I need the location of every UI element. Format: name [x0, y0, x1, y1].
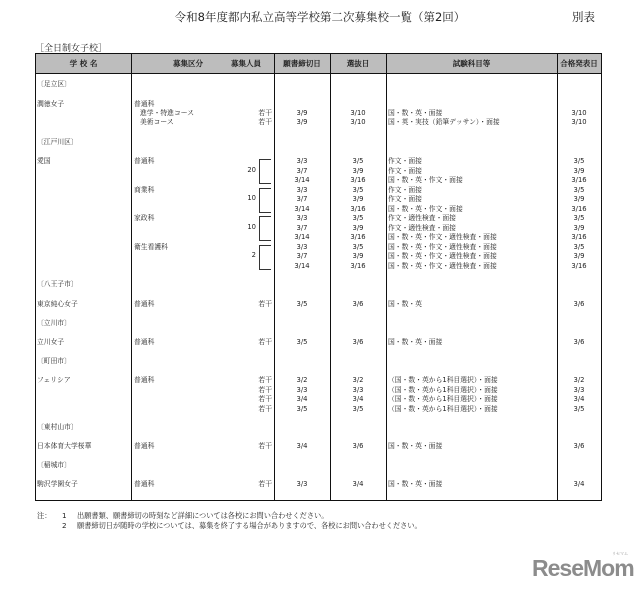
header-result: 合格発表日 [557, 54, 601, 74]
header-category-count [131, 54, 274, 74]
header-exam-date: 選抜日 [330, 54, 386, 74]
result-date: 3/6 [573, 338, 585, 346]
note-text: 出願書類、願書締切の時刻など詳細については各校にお問い合わせください。 [77, 511, 329, 520]
deadline: 3/14 [294, 233, 310, 241]
subjects: 国・数・英・面接 [388, 480, 443, 488]
group-bracket [259, 216, 271, 241]
exam-date: 3/10 [350, 109, 366, 117]
deadline: 3/5 [296, 338, 308, 346]
header-category: 募集区分 [173, 59, 203, 68]
subjects: 作文・適性検査・面接 [388, 223, 456, 232]
result-date: 3/9 [573, 223, 585, 232]
deadline: 3/7 [296, 223, 308, 232]
subjects: 作文・適性検査・面接 [388, 214, 456, 222]
result-date: 3/2 [573, 376, 585, 384]
exam-date: 3/5 [352, 157, 364, 165]
result-date: 3/10 [571, 118, 587, 126]
deadline: 3/7 [296, 195, 308, 203]
result-date: 3/16 [571, 233, 587, 241]
exam-date: 3/9 [352, 195, 364, 203]
result-date: 3/9 [573, 195, 585, 203]
category: 普通科 [134, 300, 155, 308]
subjects: 国・数・英・作文・適性検査・面接 [388, 233, 497, 241]
district-label: 〔足立区〕 [37, 80, 71, 88]
group-count: 10 [247, 222, 256, 231]
category: 普通科 [134, 480, 155, 488]
deadline: 3/3 [296, 214, 308, 222]
recruit-count: 若干 [258, 480, 272, 488]
district-label: 〔八王子市〕 [37, 280, 78, 288]
school-name: 駒沢学園女子 [37, 480, 78, 488]
deadline: 3/7 [296, 166, 308, 175]
subjects: 国・数・英 [388, 300, 422, 308]
exam-date: 3/6 [352, 300, 364, 308]
note-number: 2 [62, 521, 67, 530]
column-divider [386, 54, 387, 500]
result-date: 3/3 [573, 385, 585, 394]
district-label: 〔稲城市〕 [37, 461, 71, 469]
category: 商業科 [134, 185, 155, 194]
subjects: 作文・面接 [388, 157, 422, 165]
group-count: 10 [247, 194, 256, 202]
subjects: （国・数・英から1科目選択）・面接 [388, 404, 498, 413]
result-date: 3/16 [571, 176, 587, 184]
course: 進学・特進コース [140, 109, 195, 117]
result-date: 3/5 [573, 185, 585, 194]
subjects: 国・数・英・作文・適性検査・面接 [388, 252, 497, 260]
deadline: 3/5 [296, 300, 308, 308]
resemom-logo: ReseMom [532, 555, 634, 581]
exam-date: 3/6 [352, 442, 364, 450]
district-label: 〔江戸川区〕 [37, 138, 78, 146]
district-label: 〔立川市〕 [37, 319, 71, 327]
recruit-count: 若干 [258, 385, 272, 394]
subjects: 国・英・実技（鉛筆デッサン）・面接 [388, 118, 500, 126]
group-bracket [259, 245, 271, 270]
school-name: 東京純心女子 [37, 300, 78, 308]
subjects: 国・数・英・作文・適性検査・面接 [388, 242, 497, 251]
section-label: ［全日制女子校］ [35, 44, 108, 54]
category: 家政科 [134, 214, 155, 222]
exam-date: 3/16 [350, 261, 366, 270]
appendix-label: 別表 [572, 10, 595, 24]
deadline: 3/9 [296, 109, 308, 117]
note-label: 注： [37, 511, 52, 520]
deadline: 3/14 [294, 261, 310, 270]
group-bracket [259, 159, 271, 184]
result-date: 3/5 [573, 404, 585, 413]
header-subjects: 試験科目等 [386, 54, 557, 74]
exam-date: 3/9 [352, 223, 364, 232]
logo-kana: リセマム [612, 551, 628, 556]
header-deadline: 願書締切日 [274, 54, 330, 74]
deadline: 3/3 [296, 242, 308, 251]
result-date: 3/9 [573, 166, 585, 175]
note-text: 願書締切日が随時の学校については、募集を終了する場合がありますので、各校にお問い合わせください。 [77, 521, 422, 530]
result-date: 3/9 [573, 252, 585, 260]
group-count: 2 [251, 251, 256, 259]
district-label: 〔東村山市〕 [37, 423, 78, 431]
subjects: （国・数・英から1科目選択）・面接 [388, 376, 498, 384]
recruit-count: 若干 [258, 404, 272, 413]
result-date: 3/5 [573, 242, 585, 251]
subjects: 国・数・英・作文・適性検査・面接 [388, 261, 497, 270]
exam-date: 3/10 [350, 118, 366, 126]
result-date: 3/4 [573, 395, 585, 403]
result-date: 3/10 [571, 109, 587, 117]
district-label: 〔町田市〕 [37, 357, 71, 365]
document-title: 令和8年度都内私立高等学校第二次募集校一覧（第2回） [174, 10, 466, 24]
subjects: （国・数・英から1科目選択）・面接 [388, 385, 498, 394]
subjects: 作文・面接 [388, 185, 422, 194]
exam-date: 3/5 [352, 185, 364, 194]
category: 普通科 [134, 442, 155, 450]
deadline: 3/14 [294, 176, 310, 184]
note-1 [37, 511, 329, 521]
exam-date: 3/9 [352, 166, 364, 175]
exam-date: 3/16 [350, 233, 366, 241]
exam-date: 3/9 [352, 252, 364, 260]
course: 美術コース [140, 118, 174, 126]
subjects: 国・数・英・作文・面接 [388, 176, 463, 184]
result-date: 3/16 [571, 204, 587, 213]
deadline: 3/2 [296, 376, 308, 384]
exam-date: 3/5 [352, 242, 364, 251]
result-date: 3/5 [573, 214, 585, 222]
recruit-count: 若干 [258, 395, 272, 403]
exam-date: 3/4 [352, 395, 364, 403]
school-name: 日本体育大学桜華 [37, 442, 92, 450]
note-number: 1 [62, 511, 67, 520]
deadline: 3/4 [296, 442, 308, 450]
exam-date: 3/3 [352, 385, 364, 394]
subjects: 作文・面接 [388, 166, 422, 175]
category: 普通科 [134, 157, 155, 165]
exam-date: 3/4 [352, 480, 364, 488]
subjects: 作文・面接 [388, 195, 422, 203]
deadline: 3/5 [296, 404, 308, 413]
result-date: 3/6 [573, 300, 585, 308]
deadline: 3/9 [296, 118, 308, 126]
deadline: 3/3 [296, 185, 308, 194]
subjects: 国・数・英・作文・面接 [388, 204, 463, 213]
result-date: 3/4 [573, 480, 585, 488]
exam-date: 3/5 [352, 214, 364, 222]
column-divider [131, 54, 132, 500]
result-date: 3/16 [571, 261, 587, 270]
school-name: 潤徳女子 [37, 100, 65, 108]
deadline: 3/3 [296, 385, 308, 394]
deadline: 3/14 [294, 204, 310, 213]
exam-date: 3/6 [352, 338, 364, 346]
group-count: 20 [247, 165, 256, 174]
subjects: 国・数・英・面接 [388, 109, 443, 117]
subjects: 国・数・英・面接 [388, 338, 443, 346]
category: 衛生看護科 [134, 242, 168, 251]
recruit-count: 若干 [258, 338, 272, 346]
school-name: 愛国 [37, 157, 51, 165]
recruit-count: 若干 [258, 376, 272, 384]
category: 普通科 [134, 100, 155, 108]
recruit-count: 若干 [258, 300, 272, 308]
school-name: フェリシア [37, 376, 71, 384]
category: 普通科 [134, 376, 155, 384]
deadline: 3/7 [296, 252, 308, 260]
subjects: （国・数・英から1科目選択）・面接 [388, 395, 498, 403]
exam-date: 3/16 [350, 176, 366, 184]
school-name: 立川女子 [37, 338, 65, 346]
schools-table [35, 53, 602, 501]
header-count: 募集人員 [231, 59, 261, 68]
recruit-count: 若干 [258, 442, 272, 450]
category: 普通科 [134, 338, 155, 346]
exam-date: 3/2 [352, 376, 364, 384]
exam-date: 3/5 [352, 404, 364, 413]
recruit-count: 若干 [258, 118, 272, 126]
recruit-count: 若干 [258, 109, 272, 117]
header-school: 学 校 名 [36, 54, 131, 74]
deadline: 3/4 [296, 395, 308, 403]
result-date: 3/6 [573, 442, 585, 450]
deadline: 3/3 [296, 480, 308, 488]
subjects: 国・数・英・面接 [388, 442, 443, 450]
exam-date: 3/16 [350, 204, 366, 213]
group-bracket [259, 188, 271, 213]
deadline: 3/3 [296, 157, 308, 165]
result-date: 3/5 [573, 157, 585, 165]
